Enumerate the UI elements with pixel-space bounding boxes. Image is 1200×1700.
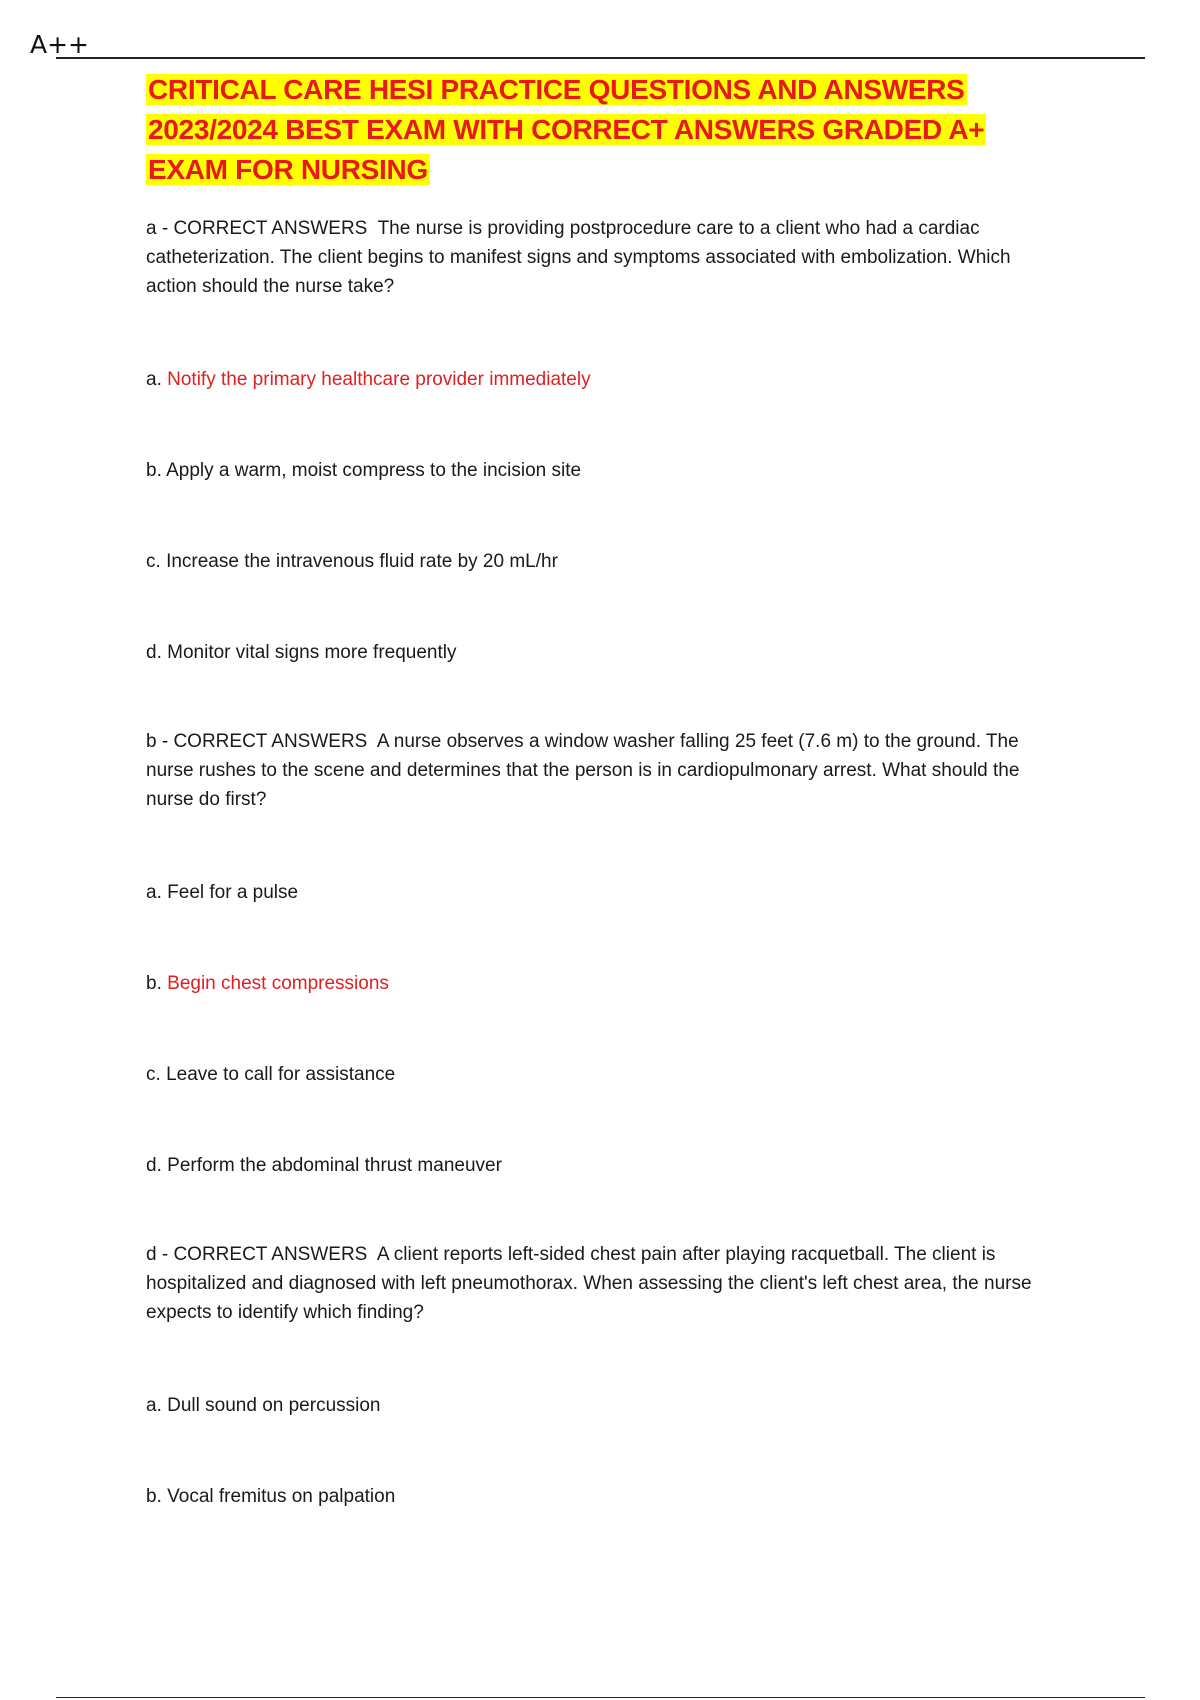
option-letter: a. <box>146 882 162 903</box>
question-1 <box>146 214 1066 301</box>
question-1-stem: The nurse is providing postprocedure care to a client who had a cardiac catheterization. The client begins to manifest signs and symptoms associated with embolization. Which action should the nurse take? <box>146 218 1011 297</box>
question-1-option-c <box>146 547 558 576</box>
question-3 <box>146 1240 1066 1327</box>
option-text: Dull sound on percussion <box>167 1395 381 1416</box>
option-letter: c. <box>146 551 161 572</box>
option-text: Perform the abdominal thrust maneuver <box>167 1155 502 1176</box>
question-3-stem: A client reports left-sided chest pain after playing racquetball. The client is hospitalized and diagnosed with left pneumothorax. When assessing the client's left chest area, the nurse expects to identify which finding? <box>146 1244 1032 1323</box>
question-3-option-a <box>146 1391 381 1420</box>
footer-divider <box>56 1697 1145 1698</box>
question-2-option-b <box>146 969 389 998</box>
option-letter: b. <box>146 973 162 994</box>
option-letter: c. <box>146 1064 161 1085</box>
option-letter: d. <box>146 642 162 663</box>
option-text-correct: Notify the primary healthcare provider immediately <box>167 369 591 390</box>
option-text: Monitor vital signs more frequently <box>167 642 457 663</box>
document-title-text: CRITICAL CARE HESI PRACTICE QUESTIONS AND ANSWERS 2023/2024 BEST EXAM WITH CORRECT ANSWERS GRADED A+ EXAM FOR NURSING <box>148 74 985 185</box>
header-grade-mark: A++ <box>30 30 89 59</box>
question-3-answer-key: d - CORRECT ANSWERS <box>146 1244 368 1265</box>
question-2-option-d <box>146 1151 502 1180</box>
question-3-option-b <box>146 1482 395 1511</box>
header-divider <box>56 57 1145 59</box>
question-1-answer-key: a - CORRECT ANSWERS <box>146 218 368 239</box>
question-1-option-d <box>146 638 456 667</box>
option-letter: b. <box>146 1486 162 1507</box>
question-1-option-b <box>146 456 581 485</box>
question-2-option-c <box>146 1060 395 1089</box>
option-text: Apply a warm, moist compress to the incision site <box>166 460 582 481</box>
question-2-option-a <box>146 878 298 907</box>
question-2-answer-key: b - CORRECT ANSWERS <box>146 731 368 752</box>
option-letter: b. <box>146 460 162 481</box>
option-letter: a. <box>146 1395 162 1416</box>
option-letter: a. <box>146 369 162 390</box>
option-text: Increase the intravenous fluid rate by 20 mL/hr <box>166 551 558 572</box>
document-title <box>146 70 1046 190</box>
option-text-correct: Begin chest compressions <box>167 973 389 994</box>
option-text: Vocal fremitus on palpation <box>167 1486 396 1507</box>
option-text: Leave to call for assistance <box>166 1064 396 1085</box>
question-1-option-a <box>146 365 591 394</box>
question-2 <box>146 727 1066 814</box>
option-letter: d. <box>146 1155 162 1176</box>
option-text: Feel for a pulse <box>167 882 299 903</box>
question-2-stem: A nurse observes a window washer falling 25 feet (7.6 m) to the ground. The nurse rushes to the scene and determines that the person is in cardiopulmonary arrest. What should the nurse do first? <box>146 731 1020 810</box>
